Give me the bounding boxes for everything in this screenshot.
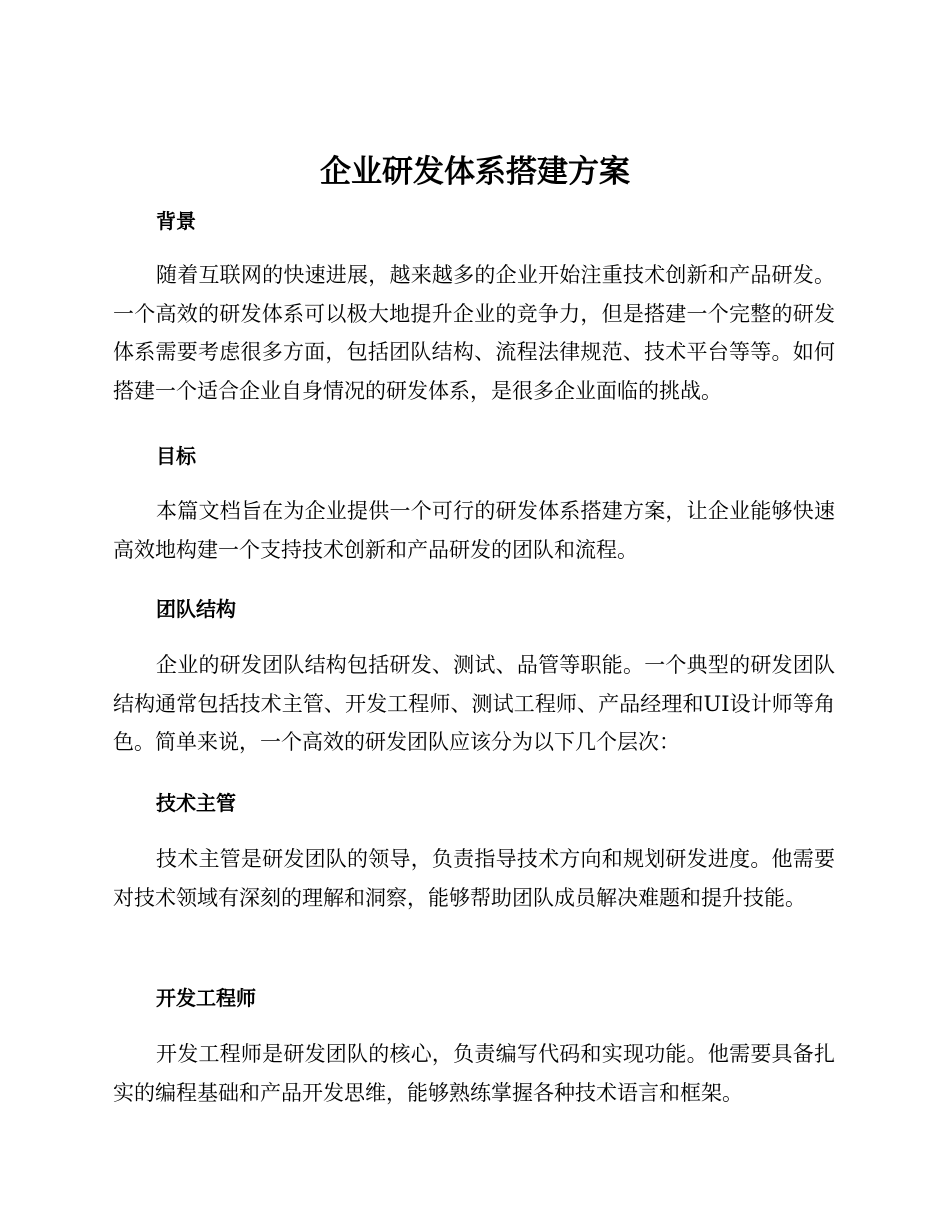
section-heading-tech-lead: 技术主管 [156,791,236,815]
section-body-team-structure: 企业的研发团队结构包括研发、测试、品管等职能。一个典型的研发团队结构通常包括技术主管、开发工程师、测试工程师、产品经理和UI设计师等角色。简单来说，一个高效的研发团队应该分为以下几个层次： [113,653,835,754]
section-body-background: 随着互联网的快速进展，越来越多的企业开始注重技术创新和产品研发。一个高效的研发体系可以极大地提升企业的竞争力，但是搭建一个完整的研发体系需要考虑很多方面，包括团队结构、流程法律规范、技术平台等等。如何搭建一个适合企业自身情况的研发体系，是很多企业面临的挑战。 [113,263,835,403]
section-body-goal: 本篇文档旨在为企业提供一个可行的研发体系搭建方案，让企业能够快速高效地构建一个支持技术创新和产品研发的团队和流程。 [113,499,835,562]
section-developer [113,983,835,1112]
section-body-tech-lead: 技术主管是研发团队的领导，负责指导技术方向和规划研发进度。他需要对技术领域有深刻的理解和洞察，能够帮助团队成员解决难题和提升技能。 [113,847,835,910]
section-background [113,206,835,410]
section-tech-lead [113,788,835,917]
section-team-structure [113,594,835,762]
section-heading-goal: 目标 [156,444,196,468]
section-heading-team-structure: 团队结构 [156,597,236,621]
section-heading-background: 背景 [156,209,196,233]
section-body-developer: 开发工程师是研发团队的核心，负责编写代码和实现功能。他需要具备扎实的编程基础和产品开发思维，能够熟练掌握各种技术语言和框架。 [113,1042,835,1105]
document-title: 企业研发体系搭建方案 [320,154,630,190]
section-goal [113,441,835,569]
section-heading-developer: 开发工程师 [156,986,256,1010]
